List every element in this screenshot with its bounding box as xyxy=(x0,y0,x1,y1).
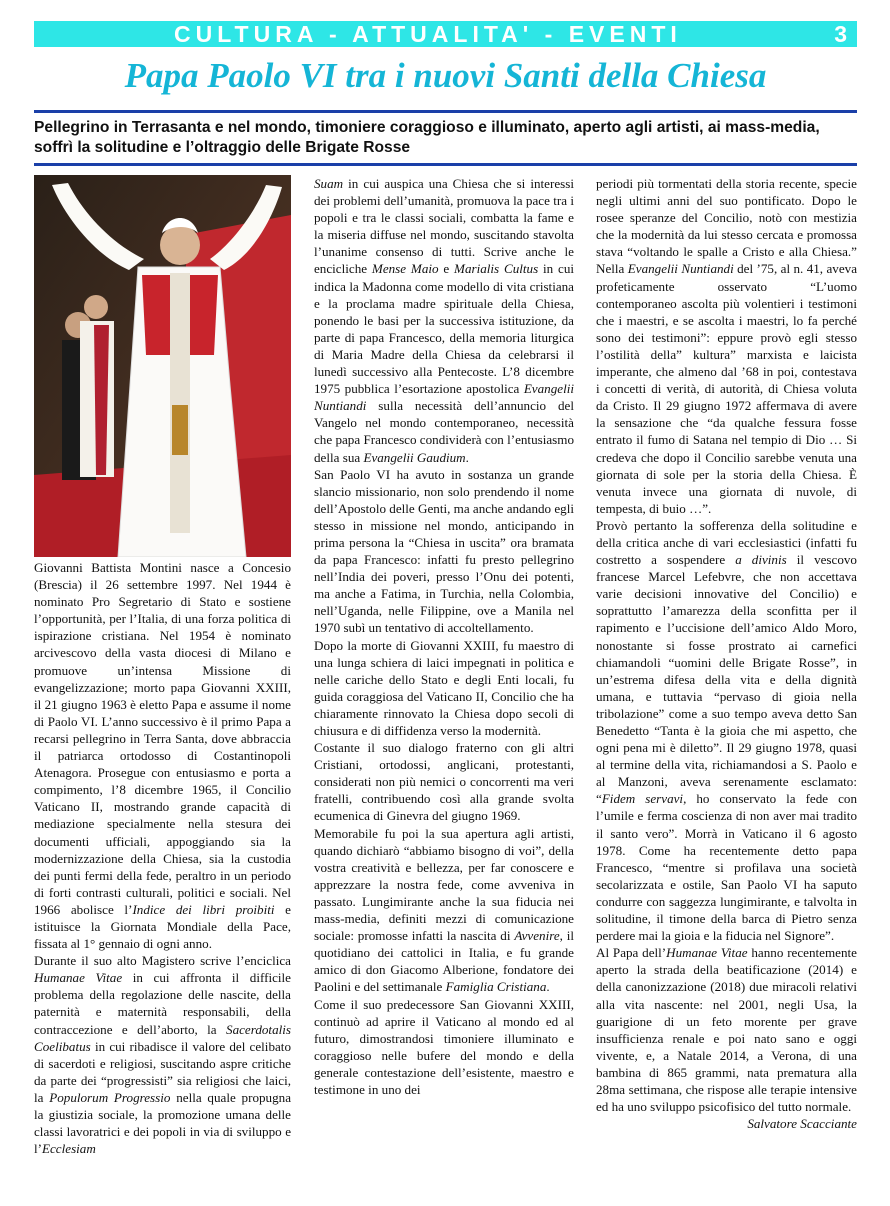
article-title: Papa Paolo VI tra i nuovi Santi della Chiesa xyxy=(124,56,767,95)
section-banner xyxy=(34,21,857,47)
subtitle-divider xyxy=(34,163,857,166)
author-signature: Salvatore Scacciante xyxy=(747,1116,857,1132)
article-subtitle: Pellegrino in Terrasanta e nel mondo, timoniere coraggioso e illuminato, aperto agli artisti, ai mass-media, soffrì la solitudine e l’oltraggio delle Brigate Rosse xyxy=(34,119,820,156)
pope-photo xyxy=(34,175,291,557)
article-column-3: periodi più tormentati della storia recente, specie negli ultimi anni del suo pontificato. Dopo le rosee speranze del Concilio, notò con mestizia che la modernità da lui stesso cercata e promossa stava “voltando le spalle a Cristo e alla Chiesa.” Nella Evangelii Nuntiandi del ’75, al n. 41, aveva profeticamente osservato “L’uomo contemporaneo ascolta più volentieri i testimoni che i maestri, e se ascolta i maestri, lo fa perché sono dei testimoni”: eppure provò egli stesso l’ostilità della” kultura” marxista e laicista imperante, che almeno dal ’68 in poi, contestava i concetti di verità, di autorità, di Chiesa voluta da Cristo. Il 29 giugno 1972 affermava di avere la sensazione che “da qualche fessura fosse entrato il fumo di Satana nel tempio di Dio … Si credeva che dopo il Concilio sarebbe venuta una giornata di sole per la storia della Chiesa. È venuta invece una giornata di nuvole, di tempesta, di buio …”. Provò pertanto la sofferenza della solitudine e della critica anche di vari ecclesiastici (infatti fu costretto a sospendere a divinis il vescovo francese Marcel Lefebvre, che non accettava varie decisioni innovative del Concilio) e soprattutto l’amarezza della sconfitta per il rapimento e l’uccisione dell’amico Aldo Moro, nonostante si fosse prostrato ai carnefici chiamandoli “uomini delle Brigate Rosse”, in un’estrema difesa della vita e della dignità umana, e tuttavia “pervaso di gioia nella tribolazione” come a suo tempo aveva detto San Benedetto “Tanta è la gioia che mi aspetto, che ogni pena mi è diletto”. Il 29 giugno 1978, quasi al termine della vita, richiamandosi a S. Paolo e al Manzoni, aveva serenamente esclamato: “Fidem servavi, ho conservato la fede con l’umile e ferma coscienza di non aver mai tradito il santo vero”. Morrà in Vaticano il 6 agosto 1978. Come ha recentemente detto papa Francesco, “mentre si profilava una società secolarizzata e ostile, San Paolo VI ha saputo condurre con saggezza lungimirante, e talvolta in solitudine, il timone della barca di Pietro senza perdere mai la gioia e la fiducia nel Signore”. Al Papa dell’Humanae Vitae hanno recentemente aperto la strada della beatificazione (2014) e della canonizzazione (2018) due miracoli relativi alla vita nascente: nel 2001, negli Usa, la guarigione di un feto morente per grave insufficienza renale e poi nato sano e oggi vivente, e, a Natale 2014, a Verona, di una bambina di 865 grammi, nata prematura alla 28ma settimana, che rispose alle terapie intensive ed ha uno sviluppo psicofisico del tutto normale. Salvatore Scacciante xyxy=(596,176,858,1132)
title-divider xyxy=(34,110,857,113)
article-column-1: Giovanni Battista Montini nasce a Concesio (Brescia) il 26 settembre 1997. Nel 1944 è nominato Pro Segretario di Stato e sostiene l’opportunità, per l’Italia, di una forza politica di ispirazione cristiana. Nel 1954 è nominato arcivescovo della vasta diocesi di Milano e promuove un’intensa Missione di evangelizzazione; morto papa Giovanni XXIII, il 21 giugno 1963 è eletto Papa e assume il nome di Paolo VI. L’anno successivo è il primo Papa a recarsi pellegrino in Terra Santa, dove abbraccia il patriarca ortodosso di Costantinopoli Atenagora. Prosegue con entusiasmo e porta a compimento, l’8 dicembre 1965, il Concilio Vaticano II, mostrando grande capacità di mediazione specialmente nella stesura dei documenti ufficiali, appoggiando sia la modernizzazione della Chiesa, sia la custodia dei punti fermi della fede, peraltro in un periodo di forti contrasti culturali, politici e sociali. Nel 1966 abolisce l’Indice dei libri proibiti e istituisce la Giornata Mondiale della Pace, fissata al 1° gennaio di ogni anno. Durante il suo alto Magistero scrive l’enciclica Humanae Vitae in cui affronta il difficile problema della regolazione delle nascite, della paternità e maternità responsabili, della contraccezione e dell’aborto, la Sacerdotalis Coelibatus in cui ribadisce il valore del celibato di sacerdoti e religiosi, suscitando aspre critiche da parte dei “progressisti” sia religiosi che laici, la Populorum Progressio nella quale propugna la giustizia sociale, la promozione umana delle classi lavoratrici e dei popoli in via di sviluppo e l’Ecclesiam xyxy=(34,560,292,1157)
article-column-2: Suam in cui auspica una Chiesa che si interessi dei problemi dell’umanità, promuova la pace tra i popoli e tra le classi sociali, combatta la fame e la miseria diffuse nel mondo, suscitando stavolta l’unanime consenso di tutti. Scrive anche le encicliche Mense Maio e Marialis Cultus in cui indica la Madonna come modello di vita cristiana e la proclama madre spirituale della Chiesa, ponendo le basi per la successiva istituzione, da parte di papa Francesco, della memoria liturgica di Maria Madre della Chiesa da celebrarsi il lunedì successivo alla Pentecoste. L’8 dicembre 1975 pubblica l’esortazione apostolica Evangelii Nuntiandi sulla necessità dell’annuncio del Vangelo nel mondo contemporaneo, necessità che papa Francesco condividerà con l’entusiasmo della sua Evangelii Gaudium. San Paolo VI ha avuto in sostanza un grande slancio missionario, non solo prendendo il nome dell’Apostolo delle Genti, ma anche andando egli stesso in missione nel mondo, anticipando in prima persona la “Chiesa in uscita” ora bramata da papa Francesco: infatti fu presto pellegrino nell’India dei poveri, presso l’Onu dei potenti, ma anche a Fatima, in Turchia, nella Colombia, nell’Uganda, nelle Filippine, ove a Manila nel 1970 subì un tentativo di accoltellamento. Dopo la morte di Giovanni XXIII, fu maestro di una lunga schiera di laici impegnati in politica e nelle cariche dello Stato e degli Enti locali, fu guida coraggiosa del Vaticano II, Concilio che ha chiaramente rinnovato la Chiesa dopo secoli di chiusura e di diffidenza verso la modernità. Costante il suo dialogo fraterno con gli altri Cristiani, ortodossi, anglicani, protestanti, considerati non più nemici o concorrenti ma veri fratelli, contribuendo così alla grande svolta ecumenica di Ginevra del giugno 1969. Memorabile fu poi la sua apertura agli artisti, quando dichiarò “abbiamo bisogno di voi”, della vostra creatività e bellezza, per far conoscere e apprezzare la nostra fede, come avveniva in passato. Lungimirante anche la sua fiducia nei mass-media, definiti mezzi di comunicazione sociale: promosse infatti la nascita di Avvenire, il quotidiano dei cattolici in Italia, e fu grande amico di don Giacomo Alberione, fondatore dei Paolini e del settimanale Famiglia Cristiana. Come il suo predecessore San Giovanni XXIII, continuò ad aprire il Vaticano al mondo ed al futuro, dimostrandosi timoniere illuminato e coraggioso nelle bufere del mondo e della generale contestazione dell’esistente, maestro e testimone in uno dei xyxy=(314,176,575,1097)
section-label: CULTURA - ATTUALITA' - EVENTI xyxy=(174,21,682,47)
page-number: 3 xyxy=(834,21,847,47)
